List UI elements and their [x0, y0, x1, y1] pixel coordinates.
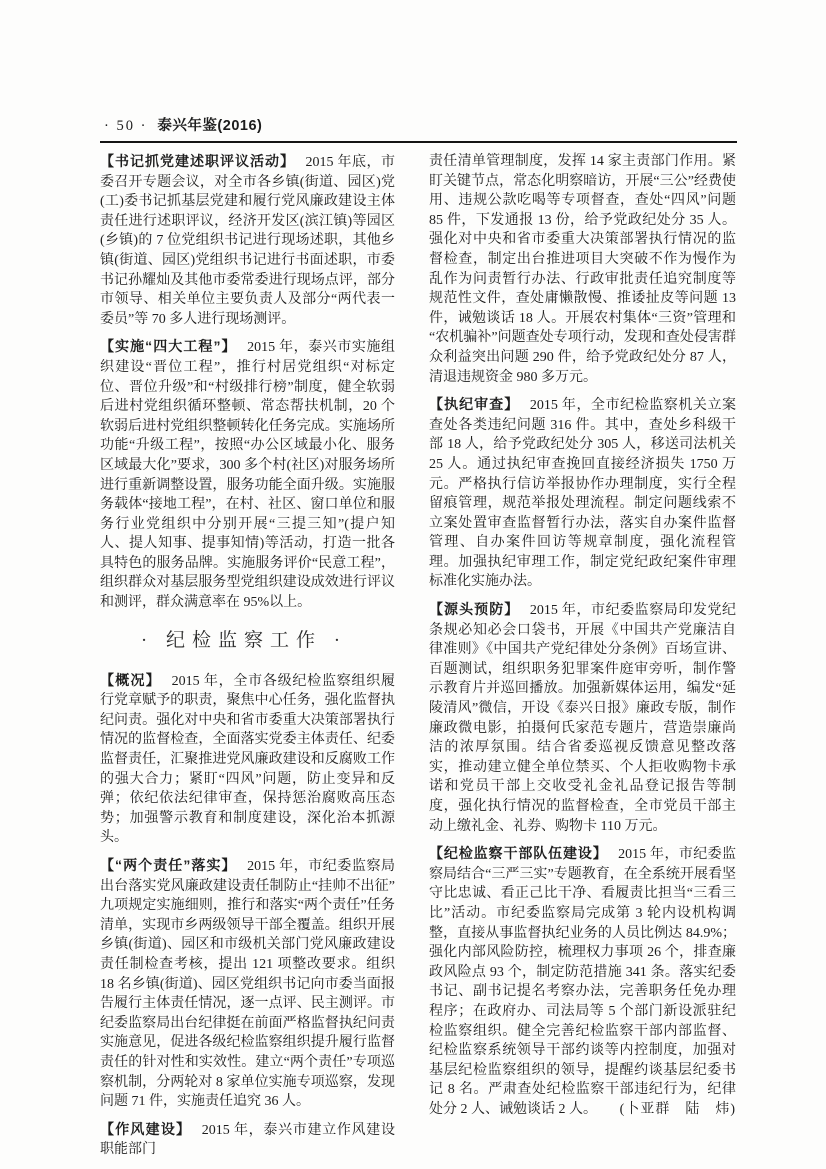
- page-number: · 50 ·: [104, 118, 148, 134]
- attribution: (卜亚群 陆 炜): [619, 1101, 736, 1117]
- left-column: [100, 152, 395, 1168]
- entry-paragraph: [429, 395, 736, 592]
- entry-label: 【“两个责任”落实】: [100, 857, 237, 873]
- entry-label: 【书记抓党建述职评议活动】: [100, 153, 295, 169]
- entry-label: 【执纪审查】: [429, 396, 520, 413]
- entry-text: 2015 年，泰兴市实施组织建设“晋位工程”，推行村居党组织“对标定位、晋位升级”和“村级排行榜”制度，健全软弱后进村党组织循环整顿、常态帮扶机制，20 个软弱后进村党组织整顿转化任务完成。实施场所功能“升级工程”，按照“办公区域最小化、服务区域最大化”要求，300 多个村(社区)对服务场所进行重新调整设置，服务功能全面升级。实施服务载体“接地工程”，在村、社区、窗口单位和服务行业党组织中分别开展“三提三知”(提户知人、提人知事、提事知情)等活动，打造一批各具特色的服务品牌。实施服务评价“民意工程”，组织群众对基层服务型党组织建设成效进行评议和测评，群众满意率在 95%以上。: [100, 340, 396, 611]
- entry-paragraph: [429, 600, 736, 836]
- book-title: 泰兴年鉴(2016): [157, 118, 263, 134]
- entry-text: 2015 年，市纪委监察局结合“三严三实”专题教育，在全系统开展看坚守比忠诚、看正己比干净、看履责比担当“三看三比”活动。市纪委监察局完成第 3 轮内设机构调整，直接从事监督执纪业务的人员比例达 84.9%；强化内部风险防控，梳理权力事项 26 个，排查廉政风险点 93 个，制定防范措施 341 条。落实纪委书记、副书记提名考察办法，完善职务任免办理程序；在政府办、司法局等 5 个部门新设派驻纪检监察组织。健全完善纪检监察干部内部监督、纪检监察系统领导干部约谈等内控制度，加强对基层纪检监察组织的领导，提醒约谈基层纪委书记 8 名。严肃查处纪检监察干部违纪行为，纪律处分 2 人、诫勉谈话 2 人。: [429, 847, 737, 1117]
- entry-label: 【实施“四大工程”】: [100, 338, 237, 355]
- right-column: [429, 152, 736, 1120]
- entry-paragraph: [100, 337, 395, 612]
- entry-text: 2015 年，市纪委监察局印发党纪条规必知必会口袋书，开展《中国共产党廉洁自律准则》《中国共产党纪律处分条例》百场宣讲、百题测试，组织职务犯罪案件庭审旁听，制作警示教育片并巡回播放。加强新媒体运用，编发“延陵清风”微信，开设《泰兴日报》廉政专版，制作廉政微电影，拍摄何氏家范专题片，营造崇廉尚洁的浓厚氛围。结合省委巡视反馈意见整改落实，推动建立健全单位禁买、个人拒收购物卡承诺和党员干部上交收受礼金礼品登记报告等制度，强化执行情况的监督检查，全市党员干部主动上缴礼金、礼券、购物卡 110 万元。: [429, 603, 737, 834]
- entry-label: 【纪检监察干部队伍建设】: [429, 845, 608, 862]
- entry-paragraph: [100, 671, 395, 848]
- entry-text: 2015 年，市纪委监察局出台落实党风廉政建设责任制防止“挂帅不出征”九项规定实施细则，推行和落实“两个责任”任务清单，实现市乡两级领导干部全覆盖。组织开展乡镇(街道)、园区和市级机关部门党风廉政建设责任制检查考核，提出 121 项整改要求。组织 18 名乡镇(街道)、园区党组织书记向市委当面报告履行主体责任情况，逐一点评、民主测评。市纪委监察局出台纪律挺在前面严格监督执纪问责实施意见，促进各级纪检监察组织提升履行监督责任的针对性和实效性。建立“两个责任”专项巡察机制，分两轮对 8 家单位实施专项巡察，发现问题 71 件，实施责任追究 36 人。: [100, 859, 396, 1110]
- header-rule: [100, 141, 737, 143]
- entry-text: 2015 年，全市纪检监察机关立案查处各类违纪问题 316 件。其中，查处乡科级干部 18 人，给予党政纪处分 305 人，移送司法机关 25 人。通过执纪审查挽回直接经济损失 1750 万元。严格执行信访举报协作办理制度，实行全程留痕管理，规范举报处理流程。制定问题线索不立案处置审查监督暂行办法，落实自办案件监督管理、自办案件回访等规章制度，强化流程管理。加强执纪审理工作，制定党纪政纪案件审理标准化实施办法。: [429, 398, 737, 590]
- entry-label: 【概况】: [100, 671, 162, 688]
- entry-paragraph: [100, 856, 395, 1112]
- entry-text: 责任清单管理制度，发挥 14 家主责部门作用。紧盯关键节点，常态化明察暗访，开展“三公”经费使用、违规公款吃喝等专项督查，查处“四风”问题 85 件，下发通报 13 份，给予党政纪处分 35 人。强化对中央和省市委重大决策部署执行情况的监督检查，制定出台推进项目大突破不作为慢作为乱作为问责暂行办法、行政审批责任追究制度等规范性文件，查处庸懒散慢、推诿扯皮等问题 13 件，诫勉谈话 18 人。开展农村集体“三资”管理和“农机骗补”问题查处专项行动，发现和查处侵害群众利益突出问题 290 件，给予党政纪处分 87 人，清退违规资金 980 多万元。: [429, 154, 736, 385]
- entry-text: 2015 年，泰兴市建立作风建设职能部门: [100, 1122, 396, 1158]
- entry-paragraph-continuation: [429, 152, 736, 387]
- entry-paragraph: [429, 844, 736, 1119]
- entry-text: 2015 年底，市委召开专题会议，对全市各乡镇(街道、园区)党(工)委书记抓基层党建和履行党风廉政建设主体责任进行述职评议，经济开发区(滨江镇)等园区(乡镇)的 7 位党组织书记进行现场述职，其他乡镇(街道、园区)党组织书记进行书面述职，市委书记孙耀灿及其他市委常委进行现场点评，部分市领导、相关单位主要负责人及部分“两代表一委员”等 70 多人进行现场测评。: [100, 155, 395, 327]
- entry-paragraph: [100, 152, 395, 329]
- entry-text: 2015 年，全市各级纪检监察组织履行党章赋予的职责，聚焦中心任务，强化监督执纪问责。强化对中央和省市委重大决策部署执行情况的监督检查，全面落实党委主体责任、纪委监督责任，汇聚推进党风廉政建设和反腐败工作的强大合力；紧盯“四风”问题，防止变异和反弹；依纪依法纪律审查，保持惩治腐败高压态势；加强警示教育和制度建设，深化治本抓源头。: [100, 673, 396, 846]
- entry-label: 【源头预防】: [429, 601, 520, 618]
- entry-paragraph: [100, 1120, 395, 1160]
- section-heading: · 纪检监察工作 ·: [140, 629, 348, 651]
- entry-label: 【作风建设】: [100, 1120, 192, 1137]
- page-header: [104, 114, 262, 135]
